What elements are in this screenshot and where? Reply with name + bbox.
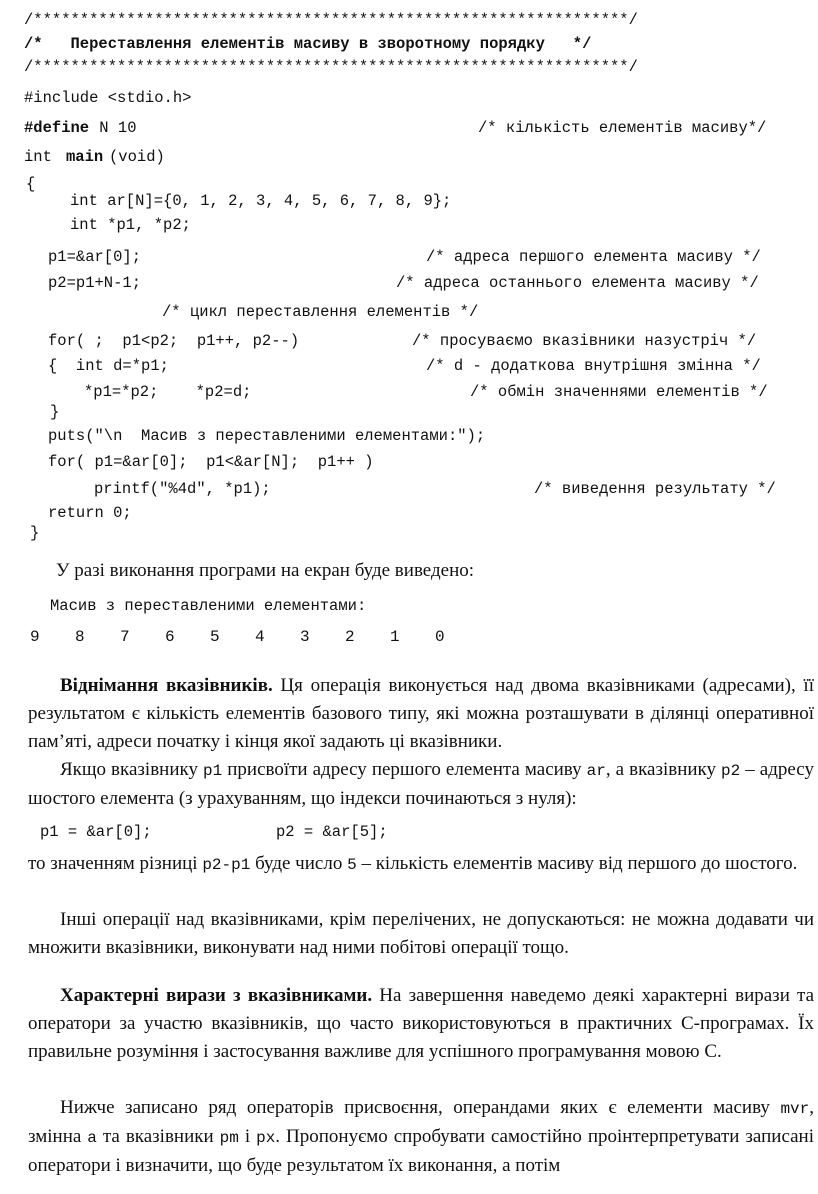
inline-code: pm [219, 1129, 239, 1147]
temp-var-decl: { int d=*p1; [48, 357, 169, 375]
inline-code: p2 [721, 762, 741, 780]
swap-statement: *p1=*p2; *p2=d; [84, 383, 252, 401]
printf-statement: printf("%4d", *p1); [94, 480, 271, 498]
code-example-line [0, 818, 818, 846]
code-line [0, 243, 818, 271]
comment-banner-top: /****************************************************************/ [24, 11, 638, 29]
pointer-decl: int *p1, *p2; [70, 216, 191, 234]
return-statement: return 0; [48, 504, 132, 522]
output-number: 9 [30, 628, 40, 646]
open-brace: { [26, 175, 36, 193]
output-number: 4 [255, 628, 265, 646]
paragraph-assignments [28, 1094, 814, 1180]
close-inner-brace: } [50, 403, 60, 421]
code-line [0, 327, 818, 355]
code-line [0, 298, 818, 326]
code-line [0, 84, 818, 112]
paragraph-text: . Пропонуємо спробувати самостійно проінтерпретувати записані оператори і визначити, що буде результатом їх виконання, а потім [28, 1126, 814, 1176]
output-header-line [0, 592, 818, 620]
inline-code: p1 [203, 762, 223, 780]
for-loop-1: for( ; p1<p2; p1++, p2--) [48, 332, 300, 350]
paragraph-text: , змінна [28, 1097, 814, 1147]
define-comment: /* кількість елементів масиву*/ [478, 119, 767, 137]
paragraph-example [28, 756, 814, 813]
output-number: 6 [165, 628, 175, 646]
paragraph-text: Ця операція виконується над двома вказівниками (адресами), її результатом є кількість елементів базового типу, які можна розташувати в ділянці оперативної пам’яті, адреси початку і кінця якої задають ці вказівники. [28, 675, 814, 752]
puts-statement: puts("\n Масив з переставленими елементами:"); [48, 427, 486, 445]
paragraph-text: та вказівники [96, 1126, 220, 1147]
int-keyword: int [24, 148, 62, 166]
code-line [0, 211, 818, 239]
assign-p1-comment: /* адреса першого елемента масиву */ [426, 248, 761, 266]
inline-code: p2-p1 [202, 856, 251, 874]
main-params: (void) [109, 148, 165, 166]
code-line [0, 352, 818, 380]
inline-code: ar [586, 762, 606, 780]
comment-banner-bottom: /****************************************************************/ [24, 58, 638, 76]
temp-var-comment: /* d - додаткова внутрішня змінна */ [426, 357, 761, 375]
paragraph-text: Нижче записано ряд операторів присвоєння, операндами яких є елементи масиву [60, 1097, 781, 1118]
output-header: Масив з переставленими елементами: [50, 597, 367, 615]
assign-p1: p1=&ar[0]; [48, 248, 142, 266]
paragraph-text: – адресу шостого елемента (з урахуванням, що індекси починаються з нуля): [28, 759, 814, 809]
close-brace: } [30, 524, 40, 542]
define-keyword: #define [24, 119, 90, 137]
code-line [0, 114, 818, 142]
code-line [0, 269, 818, 297]
paragraph-pointer-expressions [28, 982, 814, 1066]
define-value: N 10 [90, 119, 137, 137]
code-line [0, 448, 818, 476]
output-number: 7 [120, 628, 130, 646]
output-number: 3 [300, 628, 310, 646]
inline-code: 5 [347, 856, 357, 874]
inline-code: mvr [780, 1100, 810, 1118]
for-loop-2: for( p1=&ar[0]; p1<&ar[N]; p1++ ) [48, 453, 374, 471]
paragraph-pointer-subtraction [28, 672, 814, 756]
paragraph-text: На завершення наведемо деякі характерні вирази та оператори за участю вказівників, що часто використовуються в практичних С-програмах. Їх правильне розуміння і застосування важливе для успішного програмування мовою С. [28, 985, 815, 1062]
main-keyword: main [66, 148, 104, 166]
inline-code: px [256, 1129, 276, 1147]
paragraph-text: присвоїти адресу першого елемента масиву [222, 759, 587, 780]
inline-code: p2 = &ar[5]; [276, 823, 388, 841]
inline-code: a [87, 1129, 97, 1147]
output-number: 8 [75, 628, 85, 646]
output-number: 0 [435, 628, 445, 646]
paragraph-text: то значенням різниці [28, 853, 203, 874]
code-line [0, 422, 818, 450]
output-number: 2 [345, 628, 355, 646]
assign-p2: p2=p1+N-1; [48, 274, 142, 292]
for-loop-1-comment: /* просуваємо вказівники назустріч */ [412, 332, 757, 350]
printf-comment: /* виведення результату */ [534, 480, 776, 498]
paragraph-difference [28, 850, 814, 879]
paragraph-text: , а вказівнику [605, 759, 722, 780]
array-decl: int ar[N]={0, 1, 2, 3, 4, 5, 6, 7, 8, 9}; [70, 192, 452, 210]
output-intro: У разі виконання програми на екран буде виведено: [56, 560, 475, 581]
paragraph-text: буде число [250, 853, 348, 874]
paragraph-text: і [238, 1126, 257, 1147]
output-number: 5 [210, 628, 220, 646]
section-heading: Віднімання вказівників. [60, 675, 273, 696]
code-line [0, 143, 818, 171]
output-numbers [0, 623, 818, 651]
section-heading: Характерні вирази з вказівниками. [60, 985, 373, 1006]
inline-code: p1 = &ar[0]; [40, 823, 152, 841]
code-line [0, 519, 818, 547]
paragraph-text: – кількість елементів масиву від першого до шостого. [356, 853, 798, 874]
assign-p2-comment: /* адреса останнього елемента масиву */ [396, 274, 759, 292]
comment-banner-title: /* Переставлення елементів масиву в зворотному порядку */ [24, 35, 592, 53]
loop-comment: /* цикл переставлення елементів */ [162, 303, 479, 321]
include-line: #include <stdio.h> [24, 89, 192, 107]
paragraph-text: Якщо вказівнику [60, 759, 203, 780]
paragraph-other-ops: Інші операції над вказівниками, крім перелічених, не допускаються: не можна додавати чи множити вказівники, виконувати над ними побітові операції тощо. [28, 909, 814, 958]
output-number: 1 [390, 628, 400, 646]
code-line [0, 53, 818, 81]
swap-comment: /* обмін значеннями елементів */ [470, 383, 768, 401]
